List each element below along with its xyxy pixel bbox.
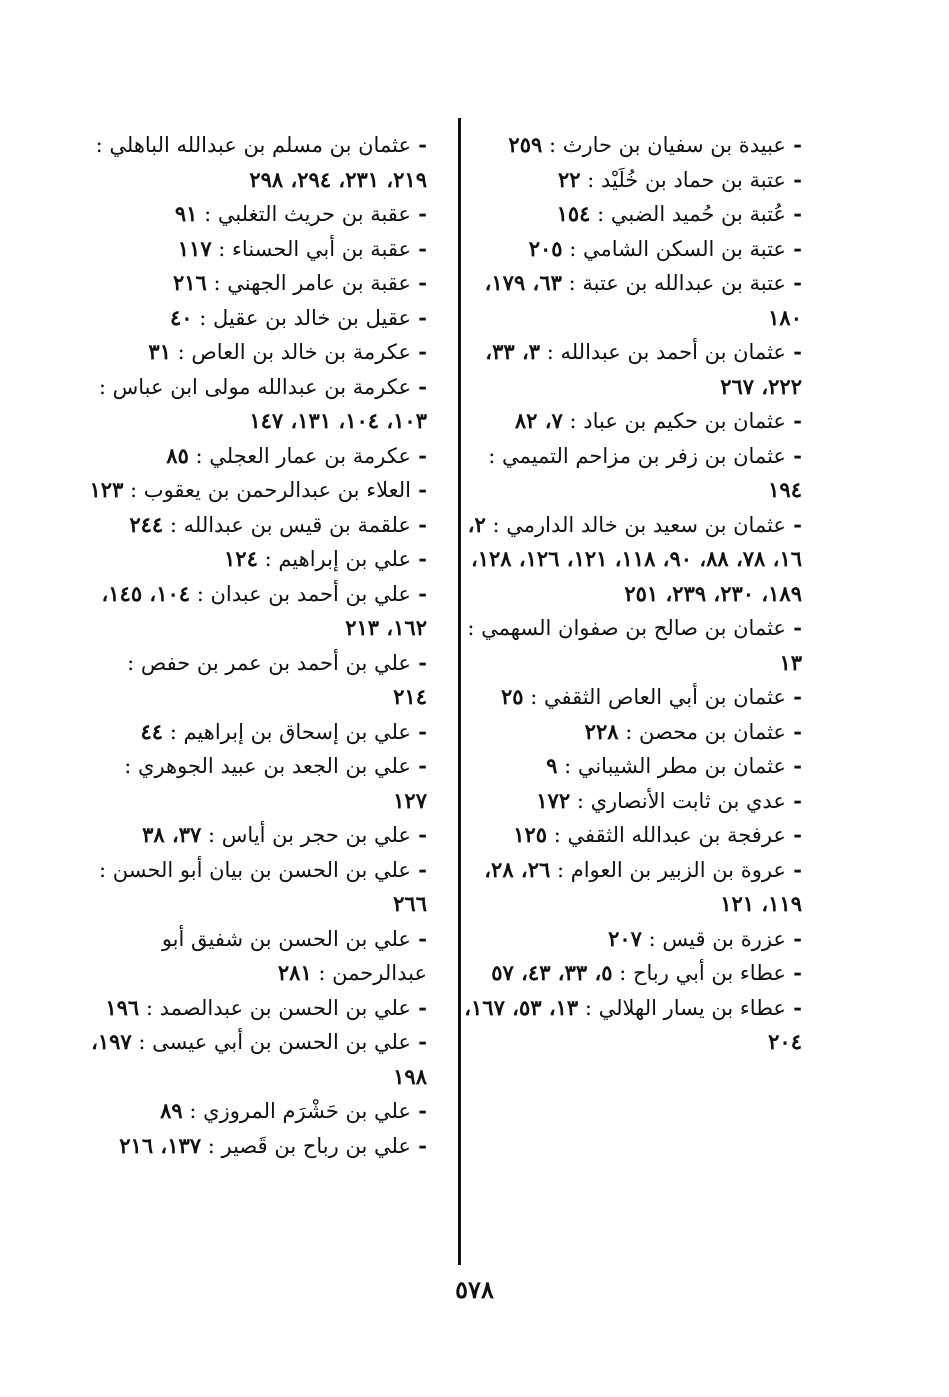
entry-pages: ٦٣، ١٧٩، ١٨٠: [484, 270, 802, 330]
index-entry: [462, 715, 802, 750]
entry-name: - عرفجة بن عبدالله الثقفي :: [554, 823, 802, 847]
index-entry: [462, 749, 802, 784]
index-entry: [87, 1094, 427, 1129]
entry-name: - عكرمة بن عمار العجلي :: [196, 444, 427, 468]
index-entry: [87, 232, 427, 267]
entry-name: - عُتبة بن حُميد الضبي :: [597, 202, 802, 226]
entry-pages: ١٩٤: [768, 477, 802, 502]
entry-pages: ٢٠٥: [528, 235, 563, 261]
entry-name: - علقمة بن قيس بن عبدالله :: [170, 513, 427, 537]
index-entry: [87, 715, 427, 750]
entry-pages: ١٠٣، ١٠٤، ١٣١، ١٤٧: [249, 408, 427, 433]
entry-name: - عثمان بن صالح بن صفوان السهمي :: [467, 616, 802, 640]
index-entry: [87, 301, 427, 336]
entry-name: - عطاء بن أبي رباح :: [619, 961, 802, 985]
entry-name: - عثمان بن مسلم بن عبدالله الباهلي :: [96, 133, 427, 157]
column-divider: [458, 118, 461, 1265]
entry-name: - عقبة بن عامر الجهني :: [214, 271, 427, 295]
entry-name: - علي بن إبراهيم :: [265, 547, 427, 571]
index-entry: [462, 991, 802, 1060]
entry-name: - عثمان بن سعيد بن خالد الدارمي :: [492, 513, 802, 537]
index-entry: [87, 197, 427, 232]
index-entry: [462, 266, 802, 335]
entry-name: - عثمان بن محصن :: [625, 720, 802, 744]
index-entry: [462, 439, 802, 508]
entry-pages: ٢٢: [557, 166, 581, 192]
entry-pages: ١٢٣: [89, 477, 124, 502]
entry-pages: ١٩٦: [105, 994, 140, 1020]
index-entry: [87, 266, 427, 301]
entry-pages: ٣، ٣٣، ٢٢٢، ٢٦٧: [485, 339, 802, 399]
entry-name: - علي بن الحسن بن أبي عيسى :: [138, 1030, 427, 1054]
entry-name: - عدي بن ثابت الأنصاري :: [577, 789, 802, 813]
entry-pages: ٢٢٨: [584, 718, 619, 744]
index-entry: [462, 508, 802, 612]
index-entry: [87, 439, 427, 474]
index-entry: [87, 818, 427, 853]
entry-pages: ١٢٧: [393, 787, 427, 813]
entry-name: - عبيدة بن سفيان بن حارث :: [549, 133, 802, 157]
entry-pages: ٣١: [148, 339, 171, 364]
entry-pages: ١٥٤: [556, 201, 591, 226]
index-entry: [462, 922, 802, 957]
index-column-left: [87, 128, 427, 1163]
index-entry: [462, 818, 802, 853]
index-entry: [87, 577, 427, 646]
entry-pages: ٢٠٧: [608, 925, 642, 951]
index-entry: [87, 335, 427, 370]
entry-name: - علي بن أحمد بن عمر بن حفص :: [127, 651, 427, 675]
index-entry: [87, 991, 427, 1026]
entry-pages: ٨٩: [160, 1098, 183, 1123]
entry-name: - عتبة بن السكن الشامي :: [569, 237, 802, 261]
index-entry: [462, 128, 802, 163]
entry-pages: ٢١٦: [173, 270, 207, 295]
entry-name: - عكرمة بن عبدالله مولى ابن عباس :: [99, 375, 427, 399]
entry-pages: ١٢٤: [224, 546, 258, 571]
entry-name: - عثمان بن حكيم بن عباد :: [570, 409, 802, 433]
entry-name: - علي بن أحمد بن عبدان :: [197, 582, 427, 606]
entry-name: - عثمان بن أحمد بن عبدالله :: [547, 340, 802, 364]
entry-name: - علي بن الحسن بن شفيق أبو عبدالرحمن :: [162, 927, 427, 986]
entry-name: - عكرمة بن خالد بن العاص :: [178, 340, 427, 364]
entry-name: - عتبة بن عبدالله بن عتبة :: [569, 271, 802, 295]
entry-pages: ٥، ٣٣، ٤٣، ٥٧: [491, 960, 613, 985]
entry-name: - علي بن الحسن بن عبدالصمد :: [146, 996, 427, 1020]
index-entry: [462, 232, 802, 267]
entry-pages: ٤٠: [170, 304, 193, 330]
index-entry: [462, 784, 802, 819]
page-number: ٥٧٨: [455, 1275, 494, 1304]
entry-pages: ٤٤: [140, 718, 164, 744]
entry-name: - عقبة بن حريث التغلبي :: [204, 202, 427, 226]
entry-pages: ٢٥: [500, 684, 524, 709]
entry-name: - عقبة بن أبي الحسناء :: [218, 237, 427, 261]
entry-name: - العلاء بن عبدالرحمن بن يعقوب :: [130, 478, 427, 502]
entry-pages: ٢٥٩: [508, 132, 543, 157]
entry-name: - عروة بن الزبير بن العوام :: [557, 858, 802, 882]
entry-pages: ٢٦، ٢٨، ١١٩، ١٢١: [484, 856, 802, 916]
entry-pages: ٨٥: [166, 442, 189, 468]
entry-name: - علي بن إسحاق بن إبراهيم :: [170, 720, 427, 744]
index-entry: [87, 1025, 427, 1094]
entry-pages: ١٣: [779, 649, 802, 675]
entry-name: - عثمان بن أبي العاص الثقفي :: [530, 685, 802, 709]
index-entry: [462, 197, 802, 232]
index-entry: [462, 680, 802, 715]
index-entry: [462, 853, 802, 922]
index-column-right: [462, 128, 802, 1060]
entry-name: - علي بن حجر بن أياس :: [208, 823, 427, 847]
entry-name: - علي بن الجعد بن عبيد الجوهري :: [124, 754, 427, 778]
entry-pages: ٩: [546, 753, 558, 778]
entry-pages: ٧، ٨٢: [514, 408, 563, 433]
index-entry: [87, 370, 427, 439]
entry-name: - عثمان بن زفر بن مزاحم التميمي :: [488, 444, 802, 468]
index-entry: [87, 922, 427, 991]
entry-name: - علي بن الحسن بن بيان أبو الحسن :: [99, 858, 427, 882]
index-entry: [462, 956, 802, 991]
entry-pages: ١١٧: [177, 235, 212, 261]
entry-name: - علي بن رباح بن قَصير :: [208, 1134, 427, 1158]
entry-name: - عقيل بن خالد بن عقيل :: [199, 306, 427, 330]
entry-pages: ١٧٢: [536, 787, 571, 813]
index-entry: [87, 508, 427, 543]
entry-pages: ١٢٥: [513, 822, 548, 847]
entry-pages: ٢١٩، ٢٣١، ٢٩٤، ٢٩٨: [249, 166, 427, 192]
index-entry: [87, 749, 427, 818]
entry-name: - عطاء بن يسار الهلالي :: [585, 996, 802, 1020]
entry-pages: ١٠٤، ١٤٥، ١٦٢، ٢١٣: [101, 580, 427, 640]
entry-name: - علي بن حَشْرَم المروزي :: [189, 1099, 427, 1123]
index-entry: [462, 335, 802, 404]
entry-pages: ١٣٧، ٢١٦: [119, 1132, 202, 1158]
index-entry: [462, 404, 802, 439]
entry-pages: ٢١٤: [393, 684, 427, 709]
index-entry: [87, 853, 427, 922]
entry-pages: ٢٨١: [277, 960, 312, 985]
entry-pages: ٢، ١٦، ٧٨، ٨٨، ٩٠، ١١٨، ١٢١، ١٢٦، ١٢٨، ١٨٩، ٢٣٠، ٢٣٩، ٢٥١: [467, 511, 802, 606]
entry-pages: ٢٦٦: [393, 891, 427, 916]
entry-pages: ١٣، ٥٣، ١٦٧، ٢٠٤: [464, 994, 802, 1054]
entry-name: - عثمان بن مطر الشيباني :: [564, 754, 802, 778]
entry-name: - عتبة بن حماد بن خُلَيْد :: [587, 168, 802, 192]
index-entry: [87, 646, 427, 715]
entry-name: - عزرة بن قيس :: [649, 927, 802, 951]
index-entry: [87, 473, 427, 508]
index-entry: [87, 1129, 427, 1164]
entry-pages: ٩١: [174, 201, 198, 226]
index-entry: [462, 611, 802, 680]
index-entry: [87, 542, 427, 577]
entry-pages: ١٩٧، ١٩٨: [91, 1029, 427, 1089]
index-entry: [87, 128, 427, 197]
entry-pages: ٢٤٤: [129, 511, 164, 537]
entry-pages: ٣٧، ٣٨: [142, 822, 202, 847]
index-entry: [462, 163, 802, 198]
